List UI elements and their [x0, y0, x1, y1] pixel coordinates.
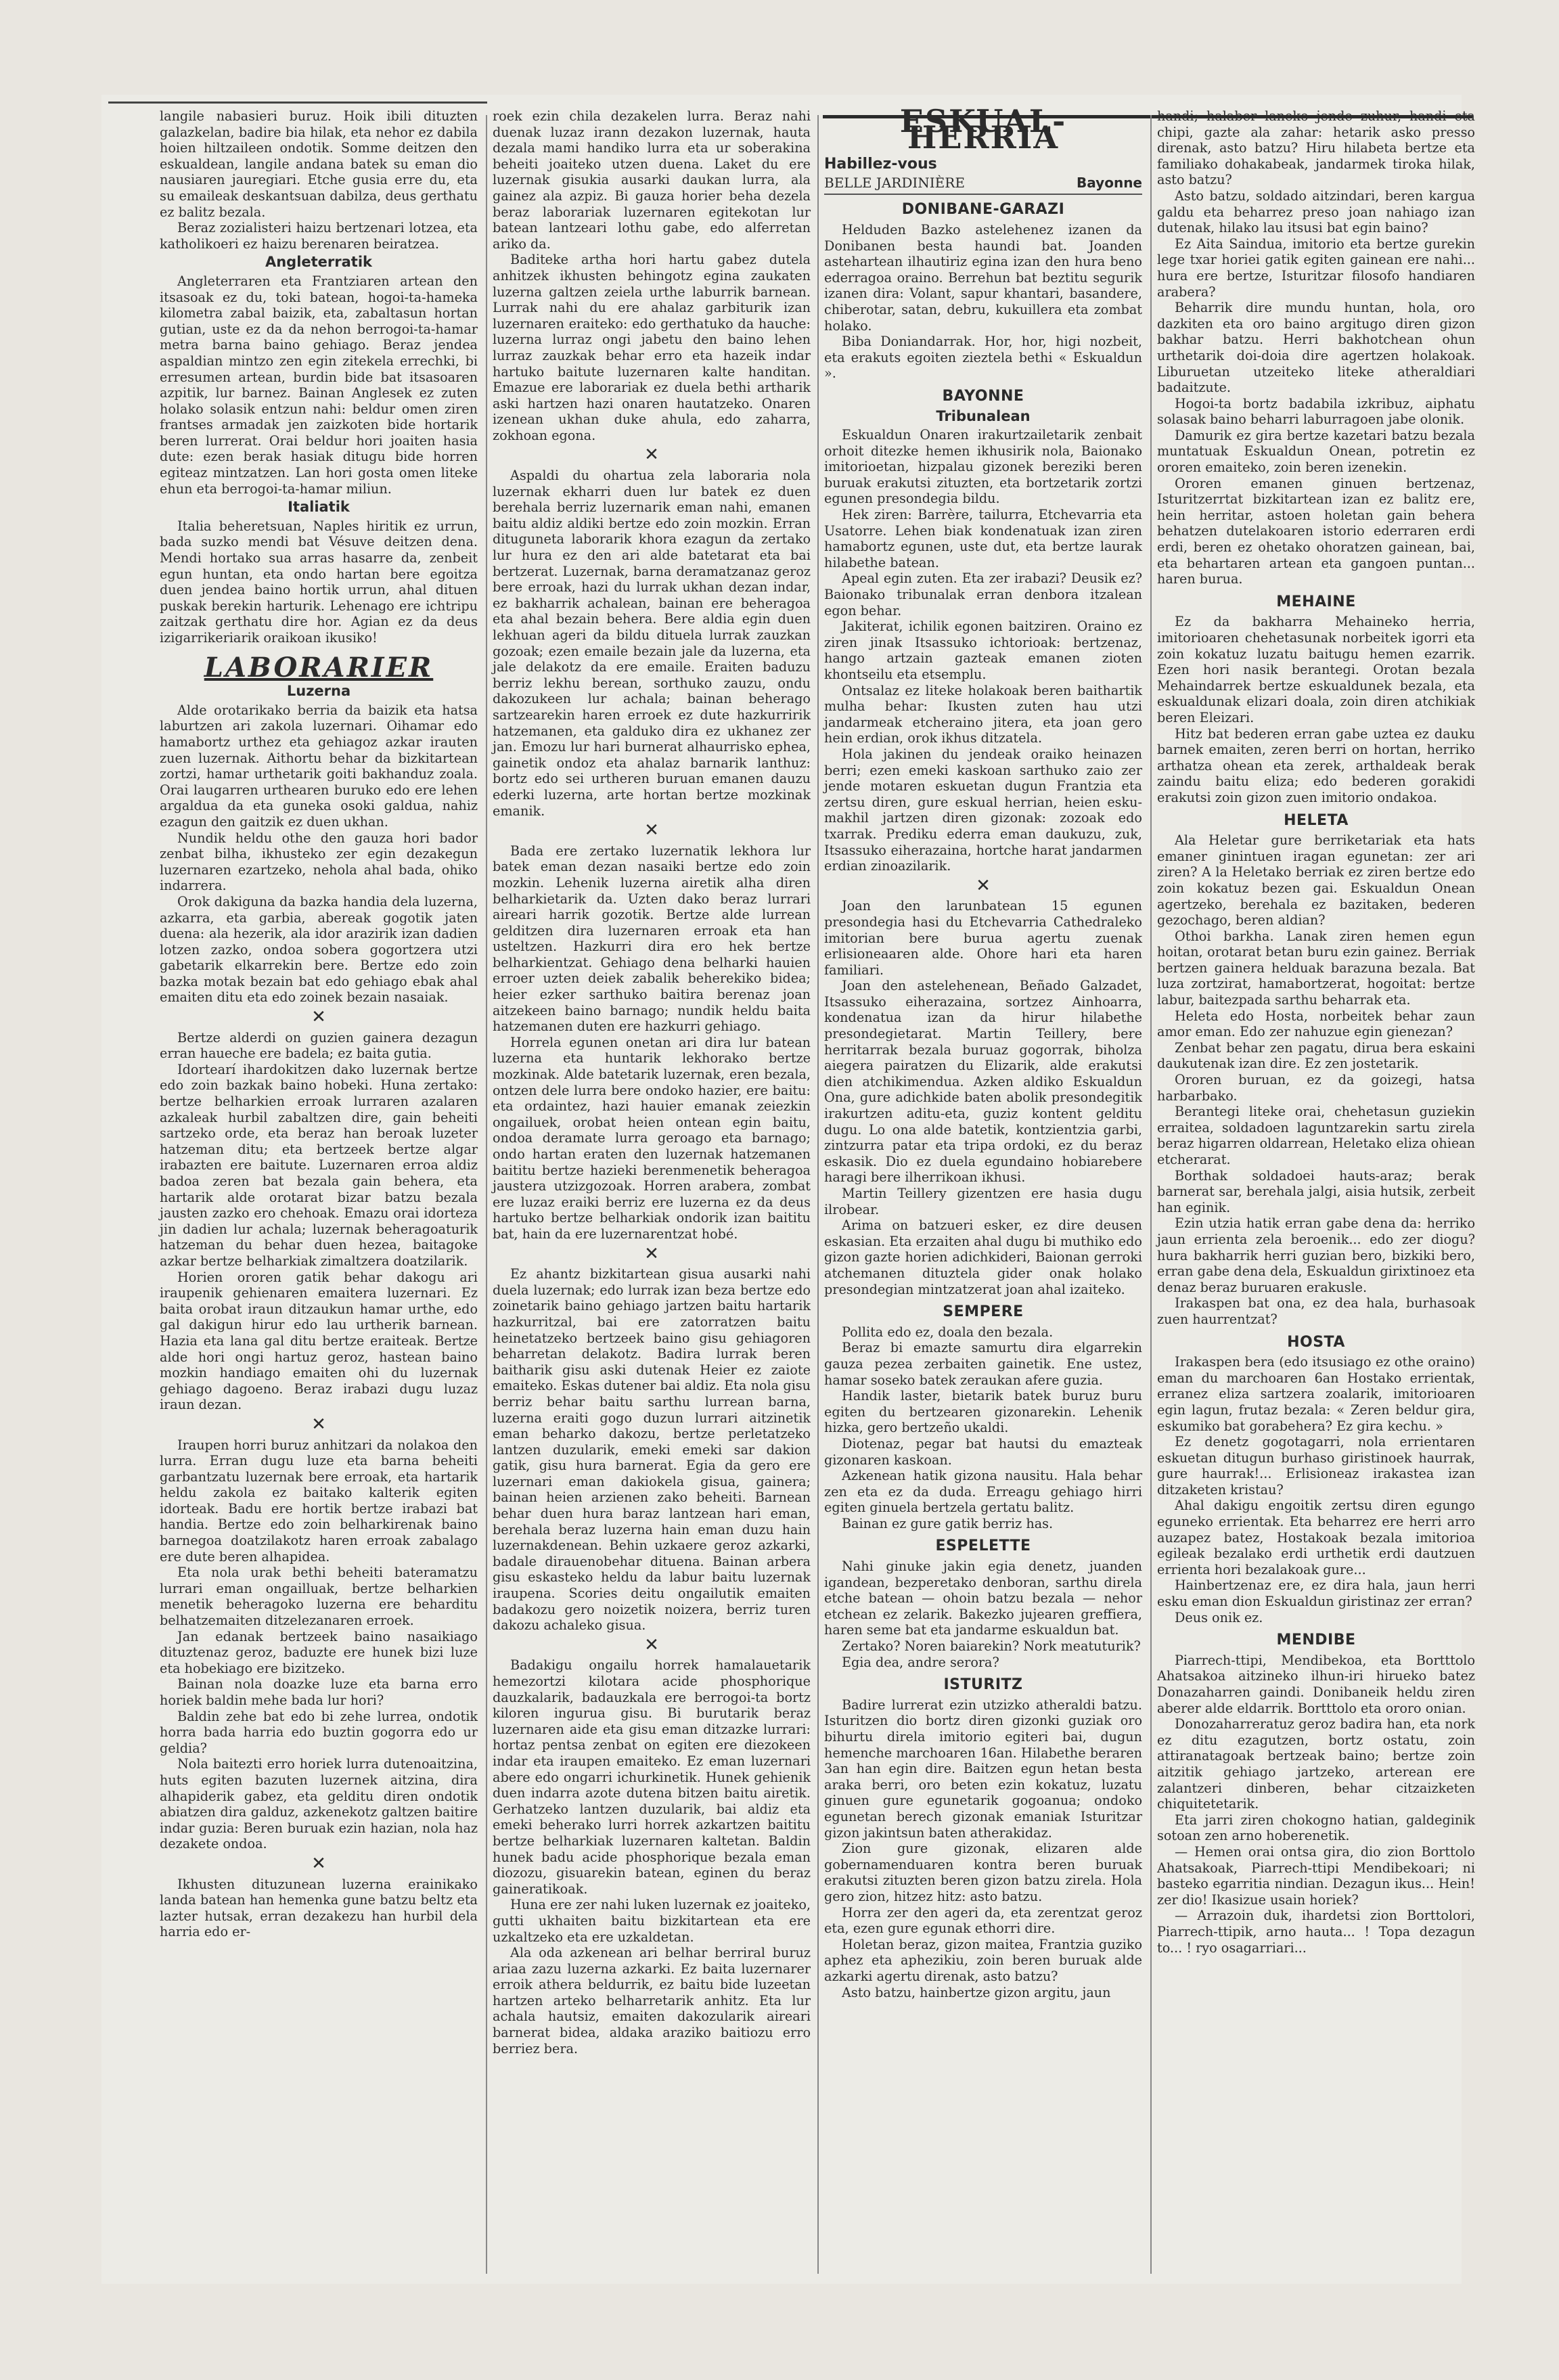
paragraph: Jakiterat, ichilik egonen baitziren. Oraino ez ziren jinak Itsassuko ichtorioak: bertzenaz, hango artzain gazteak emanen zioten khontseilu eta etsemplu. — [824, 619, 1142, 682]
paragraph: Horien ororen gatik behar dakogu ari iraupenik gehienaren emaitera luzernari. Ez baita orobat iraun ditzaukun hamar urthe, edo gal dakigun hirur edo lau urtherik barnean. Hazia eta lana gal ditu bertze eraiteak. Bertze alde hori ongi hartuz geroz, hastean baino mozkin handiago emaiten ohi du luzernak gehiago dagoeno. Beraz irabazi dugu luzaz iraun dezan. — [160, 1269, 478, 1413]
paragraph: Beraz zozialisteri haizu bertzenari lotzea, eta katholikoeri ez haizu berenaren beiratzea. — [160, 220, 478, 252]
paragraph: Joan den astelehenean, Beñado Galzadet, Itsassuko eiherazaina, sortzez Ainhoarra, kondenatua izan da hirur hilabethe presondegietarat. Martin Teillery, bere herritarrak bezala buruaz gogorrak, biholza aiegera pairatzen du Elizarik, alde erakutsi dien atchikimendua. Azken aldiko Eskualdun Ona, gure adichkide baten abolik presondegitik irakurtzen aditu-eta, guziz kontent gelditu dugu. Lo ona alde batetik, kontzientzia garbi, zintzurra patar eta tripa ordoki, ez du beraz eskasik. Dio ez duela egundaino hobiarebere haragi bere ilherrikoan ikhusi. — [824, 978, 1142, 1186]
paragraph: Zion gure gizonak, elizaren alde gobernamenduaren kontra beren buruak erakutsi zituzten beren gizon batzu zirela. Hola gero zion, hitzez hitz: asto batzu. — [824, 1841, 1142, 1904]
column-2 — [493, 108, 811, 2057]
section-heading: BAYONNE — [942, 387, 1024, 405]
paragraph: Huna ere zer nahi luken luzernak ez joaiteko, gutti ukhaiten baitu bizkitartean eta ere uzkaltzeko eta ere uzkaldetan. — [493, 1897, 811, 1945]
paragraph: Eskualdun Onaren irakurtzailetarik zenbait orhoit ditezke hemen ikhusirik nola, Baionako imitorioetan, hizpalau gizonek bereziki beren buruak erakutsi zituzten, eta bortzetarik zortzi egunen presondegia bildu. — [824, 427, 1142, 507]
separator-cross-icon: ✕ — [976, 875, 991, 896]
paragraph: Ahal dakigu engoitik zertsu diren egungo eguneko errientak. Eta beharrez ere herri arro auzapez batez, Hostakoak bezala imitorioa egileak bezalako erdi urthetik erdi dautzuen errienta hori bezalakoak gure... — [1157, 1498, 1475, 1577]
paragraph: roek ezin chila dezakelen lurra. Beraz nahi duenak luzaz irann dezakon luzernak, hauta dezala mami handiko lurra eta ur soberakina beheiti joaiteko utzen duena. Laket du ere luzernak gisukia ausarki daukan lurra, ala gainez ala azpiz. Bi gauza horier beha dezela beraz laborariak luzernaren egitekotan lur batean lantzeari lothu gabe, edo alferretan ariko da. — [493, 108, 811, 252]
paragraph: Zertako? Noren baiarekin? Nork meatuturik? — [842, 1638, 1141, 1655]
paragraph: Bada ere zertako luzernatik lekhora lur batek eman dezan nasaiki bertze edo zoin mozkin. Lehenik luzerna airetik alha diren belharkietarik da. Uzten dako beraz lurrari aireari harrik gozotik. Bertze alde lurrean gelditzen dira luzernaren erroak eta han usteltzen. Hazkurri dira ero hek bertze belharkientzat. Gehiago dena belharki hauien erroer uzten deiek zabalik beherekiko bidea; heier ezker sarthuko baitira berenaz joan aitzekeen baino barnago; nundik heldu baita hatzemanen duten ere hazkurri gehiago. — [493, 843, 811, 1035]
paragraph: Ez da bakharra Mehaineko herria, imitorioaren chehetasunak norbeitek igorri eta zoin kokatuz luzatu baitugu hemen ezarrik. Ezen hori nasik berantegi. Orotan bezala Mehaindarrek bertze eskualdunek bezala, eta eskualdunak elizari doala, zoin diren atchikiak beren Eleizari. — [1157, 614, 1475, 725]
paragraph: Arima on batzueri esker, ez dire deusen eskasian. Eta erzaiten ahal dugu bi muthiko edo gizon gazte horien adichkideri, Baionan gerroki atchemanen dituztela gider onak holako presondegian mintzatzerat joan ahal izaiteko. — [824, 1217, 1142, 1297]
paragraph: Ez denetz gogotagarri, nola errientaren eskuetan ditugun burhaso giristinoek haurrak, gure haurrak!... Erlisioneaz irakastea izan ditzaketen kristau? — [1157, 1434, 1475, 1498]
section-heading: ISTURITZ — [943, 1676, 1023, 1694]
column-divider — [486, 115, 487, 2274]
paragraph: Donozaharreratuz geroz badira han, eta nork ez ditu ezagutzen, bortz ostatu, zoin attiranatagoak bertzeak baino; bertze zoin aitzitik gehiago jartzeko, arterean ere zalantzeri dinberen, behar citzaizketen chiquitetetarik. — [1157, 1716, 1475, 1812]
section-heading: Italiatik — [288, 499, 350, 516]
paragraph: Orok dakiguna da bazka handia dela luzerna, azkarra, eta garbia, abereak gogotik jaten duena: ala hezerik, ala idor arazirik izan dadien lotzen zazko, ondoa sobera gogortzera utzi gabetarik elkarrekin bere. Bertze edo zoin bazka motak bezain bat edo gehiago ebak ahal emaiten ditu eta edo zoinek bezain nasaiak. — [160, 893, 478, 1006]
separator-cross-icon: ✕ — [644, 820, 659, 841]
separator-cross-icon: ✕ — [311, 1853, 326, 1874]
section-heading: HOSTA — [1287, 1333, 1345, 1351]
paragraph: Eta jarri ziren chokogno hatian, galdeginik sotoan zen arno hoberenetik. — [1157, 1812, 1475, 1844]
paragraph: Hek ziren: Barrère, tailurra, Etchevarria eta Usatorre. Lehen biak kondenatuak izan ziren hamabortz egunen, uste dut, eta bertze laurak hilabethe batean. — [824, 507, 1142, 570]
section-heading: Angleterratik — [265, 254, 373, 271]
paragraph: Italia beheretsuan, Naples hiritik ez urrun, bada suzko mendi bat Vésuve deitzen dena. Mendi hortako sua arras hasarre da, zenbeit egun huntan, eta ondo hartan bere egoitza duen jendea baino hortik urrun, ahal dituen puskak berekin harturik. Lehenago ere ichtripu zaitzak gerthatu dire hor. Agian ez da deus izigarrikeriarik oraikoan ikusiko! — [160, 518, 478, 646]
separator-cross-icon: ✕ — [311, 1414, 326, 1435]
paragraph: Beharrik dire mundu huntan, hola, oro dazkiten eta oro baino argitugo diren gizon bakhar batzu. Herri bakhotchean ohun urthetarik doi-doia dire agertzen holakoak. Liburuetan utzeiteko liteke atheraldiari badaitzute. — [1157, 300, 1475, 396]
paragraph: Helduden Bazko astelehenez izanen da Donibanen besta haundi bat. Joanden astehartean ilhautiriz egina izan den hura beno ederragoa oraino. Berrehun bat beztitu segurik izanen dira: Volant, sapur khantari, basandere, chiberotar, satan, debru, kukuillera eta zombat holako. — [824, 221, 1142, 334]
paragraph: Alde orotarikako berria da baizik eta hatsa laburtzen ari zakola luzernari. Oihamar edo hamabortz urthez eta gehiagoz azkar irauten zuen luzernak. Aithortu behar da bizkitartean zortzi, hamar urthetarik goiti bakhanduz zoala. Orai laugarren urthearen buruko edo ere lehen argaldua da eta guneka osoki galdua, nahiz ezagun den gaitzik ez duen ukhan. — [160, 702, 478, 830]
paragraph: Hola jakinen du jendeak oraiko heinazen berri; ezen emeki kaskoan sarthuko zaio zer jende motaren eskuetan dugun Frantzia eta zertsu diren, gure eskual herrian, heien esku-makhil jartzen diren gizonak: zozoak edo txarrak. Prediku ederra eman daukuzu, zuk, Itsassuko eiherazaina, hortche harat jandarmen erdian zinoazilarik. — [824, 746, 1142, 874]
separator-cross-icon: ✕ — [644, 445, 659, 466]
paragraph: Hogoi-ta bortz badabila izkribuz, aiphatu solasak baino beharri laburragoen jabe olonik. — [1157, 395, 1475, 428]
paragraph: Ala oda azkenean ari belhar berriral buruz ariaa zazu luzerna azkarki. Ez baita luzernarer erroik athera beldurrik, ez baitu bide luzeetan hartzen arteko belharretarik anhitz. Eta lur achala hautsiz, emaiten dakozularik aireari barnerat bidea, aldaka araziko baitiozu erro berriez bera. — [493, 1945, 811, 2057]
column-1 — [160, 108, 478, 1940]
paragraph: Hitz bat bederen erran gabe uztea ez dauku barnek emaiten, zeren berri on hortan, herriko arthatza ohean eta zerek, arthaldeak berak zaindu baitu eliza; edo bederen gorakidi erakutsi zoin gizon zuen imitorio ondakoa. — [1157, 725, 1475, 805]
section-heading: SEMPERE — [943, 1303, 1024, 1321]
column-3 — [824, 103, 1142, 2000]
paragraph: Pollita edo ez, doala den bezala. — [842, 1324, 1054, 1340]
section-heading: HELETA — [1284, 811, 1349, 829]
paragraph: Horra zer den ageri da, eta zerentzat geroz eta, ezen gure egunak ethorri dire. — [824, 1904, 1142, 1937]
section-heading: DONIBANE-GARAZI — [901, 201, 1065, 219]
paragraph: Ontsalaz ez liteke holakoak beren baithartik mulha behar: Ikusten zuten hau utzi jandarmeak etcheraino jitera, eta joan gero hein erdian, orok ikhus ditzatela. — [824, 682, 1142, 746]
paragraph: — Hemen orai ontsa gira, dio zion Borttolo Ahatsakoak, Piarrech-ttipi Mendibekoari; ni basteko egarritia nindian. Dezagun ikus... Hein! zer dio! Ikasizue usain horiek? — [1157, 1843, 1475, 1908]
paragraph: Ez ahantz bizkitartean gisua ausarki nahi duela luzernak; edo lurrak izan beza bertze edo zoinetarik baino gehiago jartzen baitu hartarik hazkurritzal, bai ere zatorratzen baitu heinetatzeko bertzeek baino gisu gehiagoren beharretan delakotz. Badira lurrak beren baitharik gisu aski dutenak Heier ez zaiote emaiteko. Eskas dutener bai aldiz. Eta nola gisu berriz behar baitu sarthu lurrean barna, luzerna eraiti gogo duzun lurrari aitzinetik eman beharko dakozu, bertze perletatzeko lantzen duzularik, emeki emeki sar dakion gatik, gisu hura barnerat. Egia da gero ere luzernari eman dakiokela gisua, gainera; bainan heien arzienen zako beheiti. Barnean behar duen hura baraz lantzean hari eman, berehala beraz luzerna hain eman duzu hain luzernakdenean. Behin uzkaere geroz azkarki, badale dirauenobehar dituena. Bainan arbera gisu eskasteko heldu da labur baitu luzernak iraupena. Scories deitu ongailutik emaiten badakozu gero noizetik noizera, berriz turen dakozu achaleko gisua. — [493, 1266, 811, 1634]
paragraph: Asto batzu, hainbertze gizon argitu, jaun — [842, 1984, 1111, 2000]
advert-city: Bayonne — [1077, 174, 1142, 191]
paragraph: Azkenean hatik gizona nausitu. Hala behar zen eta ez da duda. Erreagu gehiago hirri egiten ginuela bertzela gertatu balitz. — [824, 1468, 1142, 1516]
paragraph: Baditeke artha hori hartu gabez dutela anhitzek ikhusten behingotz egina zaukaten luzerna galtzen zeiela urthe laburrik barnean. Lurrak nahi du ere ahalaz garbiturik izan luzernaren eraiteko: edo gerthatuko da hauche: luzerna lurraz ongi jabetu den baino lehen lurraz zauzkak behar erro eta hazeik indar hartuko baitute luzernaren kalte handitan. Emazue ere laborariak ez duela bethi artharik aski hartzen hazi onaren hautatzeko. Onaren izenean ukhan duke ahula, edo zaharra, zokhoan egona. — [493, 252, 811, 443]
paragraph: Irakaspen bera (edo itsusiago ez othe oraino) eman du marchoaren 6an Hostako errientak, erranez eliza sartzera zoalarik, imitorioaren egin lagun, frutaz bezala: « Zeren beldur gira, eskumiko bat gorabehera? Ez gira kechu. » — [1157, 1354, 1475, 1434]
paragraph: Badakigu ongailu horrek hamalauetarik hemezortzi kilotara acide phosphorique dauzkalarik, badauzkala ere berrogoi-ta bortz kiloren ingurua gisu. Bi burutarik beraz luzernaren aide eta gisu eman ditzazke lurrari: hortaz pentsa zenbat on egiten ere diezokeen indar eta iraupen emaiteko. Ez eman luzernari abere edo ongarri ichurkinetik. Hunek gehienik duen indarra azote dutena bitzen baitu airetik. Gerhatzeko lantzen duzularik, bai aldiz eta emeki beherako lurri horrek azkartzen baititu bertze belharkiak luzernaren kaltetan. Baldin hunek badu acide phosphorique bezala eman diozozu, gisuarekin batean, eginen du beraz gaineratikoak. — [493, 1657, 811, 1897]
paragraph: Ororen buruan, ez da goizegi, hatsa harbarbako. — [1157, 1072, 1475, 1104]
separator-cross-icon: ✕ — [644, 1243, 659, 1264]
paragraph: Nahi ginuke jakin egia denetz, juanden igandean, bezperetako denboran, sarthu direla etche batean — ohoin batzu bezala — nehor etchean ez zelarik. Bakezko jujearen greffiera, haren seme bat eta jandarme eskualdun bat. — [824, 1558, 1142, 1638]
paragraph: — Arrazoin duk, ihardetsi zion Borttolori, Piarrech-ttipik, arno hauta... ! Topa dezagun to... ! ryo osagarriari... — [1157, 1908, 1475, 1956]
section-heading: Luzerna — [286, 683, 351, 700]
paragraph: Badire lurrerat ezin utzizko atheraldi batzu. Isturitzen dio bortz diren gizonki guziak oro bihurtu direla imitorio egiteri bai, dugun hemenche marchoaren 16an. Hilabethe beraren 3an han egin dire. Baitzen egun hetan besta araka berri, oro beten ezin kokatuz, luzatu ginuen gure egunetarik gogoanua; ondoko egunetan berech gizonak emaniak Isturitzar gizon jakintsun baten atherakidaz. — [824, 1697, 1142, 1841]
paragraph: Nundik heldu othe den gauza hori bador zenbat bilha, ikhusteko zer egin dezakegun luzernaren ezartzeko, nehola ahal bada, ohiko indarrera. — [160, 830, 478, 894]
paragraph: Eta nola urak bethi beheiti bateramatzu lurrari eman ongailluak, bertze belharkien menetik beheragoko luzerna ere beharditu belhatzemaiten ditzelezanaren erroek. — [160, 1565, 478, 1629]
paragraph: Angleterraren eta Frantziaren artean den itsasoak ez du, toki batean, hogoi-ta-hameka kilometra zabal baizik, eta, zabaltasun hortan gutian, uste ez da da nehon berrogoi-ta-hamar metra barna baino gehiago. Beraz jendea aspaldian mintzo zen egin zitekela errechki, bi erresumen artean, burdin bide bat itsasoaren azpitik, lur barnez. Bainan Anglesek ez zuten holako solasik entzun nahi: beldur omen ziren frantses armadak jen zaizkoten bide hortarik beren lurrerat. Orai beldur hori joaiten hasia dute: ezen berak hasiak ditugu bide horren egiteaz mintzatzen. Lan hori gosta omen liteke ehun eta berrogoi-ta-hamar miliun. — [160, 273, 478, 497]
paragraph: Ikhusten dituzunean luzerna erainikako landa batean han hemenka gune batzu beltz eta lazter hutsak, erran dezakezu han hurbil dela harria edo er- — [160, 1876, 478, 1940]
paragraph: Aspaldi du ohartua zela laboraria nola luzernak ekharri duen lur batek ez duen berehala berriz luzernarik eman nahi, emanen baitu aldiz aldiki bertze edo zoin mozkin. Erran dituguneta laborarik khora ezagun da zertako lur hura ez den ari alde batetarat eta bai bertzerat. Luzernak, barna deramatzanaz geroz bere erroak, hazi du lurrak ukhan dezan indar, ez bakharrik achalean, bainan ere beheragoa eta ahal bezain behera. Bere aldia egin duen lekhuan ageri da bildu dituela lurrak zauzkan gozoak; ezen emaile bezain jale da luzerna, eta jale delakotz da ere emaile. Eraiten baduzu berriz lekhu berean, sorthuko zauzu, ondu dakozukeen lur achala; bainan beherago sartzearekin haren erroek ez dute hazkurririk hatzemanen, eta galduko dira ez ukhanez zer jan. Emozu lur hari burnerat alhaurrisko ephea, gainetik ondoz eta ahalaz barnarik lanthuz: bortz edo sei urtheren buruan emanen dauzu ederki luzerna, arte hortan bertze mozkinak emanik. — [493, 468, 811, 819]
paragraph: Bertze alderdi on guzien gainera dezagun erran haueche ere badela; ez baita gutia. — [160, 1029, 478, 1062]
paragraph: Ez Aita Saindua, imitorio eta bertze gurekin lege txar horiei gatik egiten gainean ere nahi... hura ere bertze, Isturitzar filosofo handiaren arabera? — [1157, 235, 1475, 300]
paragraph: Ezin utzia hatik erran gabe dena da: herriko jaun errienta zela beroenik... edo zer diogu? hura bakharrik herri guzian bero, bizkiki bero, erran gabe dena dela, Eskualdun girixtinoez eta denaz beraz buruaren erakusle. — [1157, 1215, 1475, 1295]
paragraph: Apeal egin zuten. Eta zer irabazi? Deusik ez? Baionako tribunalak erran denbora itzalean egon behar. — [824, 570, 1142, 619]
paragraph: Holetan beraz, gizon maitea, Frantzia guziko aphez eta aphezikiu, zoin beren buruak alde azkarki agertu direnak, asto batzu? — [824, 1936, 1142, 1984]
paragraph: Beraz bi emazte samurtu dira elgarrekin gauza pezea zerbaiten gainetik. Ene ustez, hamar soseko batek zeraukan afere guzia. — [824, 1340, 1142, 1388]
paragraph: Handik laster, bietarik batek buruz buru egiten du bertzearen gizonarekin. Lehenik hizka, gero bertzeño ukaldi. — [824, 1388, 1142, 1436]
column-divider — [1150, 115, 1152, 2274]
paragraph: Damurik ez gira bertze kazetari batzu bezala muntatuak Eskualdun Onean, potretin ez ororen emaiteko, zoin beren izenekin. — [1157, 427, 1475, 476]
advert-store-name: BELLE JARDINIÈRE — [824, 174, 965, 191]
section-title-laborarier: LABORARIER — [204, 651, 434, 683]
paragraph: Idortearí ihardokitzen dako luzernak bertze edo zoin bazkak baino hobeki. Huna zertako: bertze belharkien erroak lurraren azalaren azkaleak hurbil zabaltzen dire, gain beheiti sartzeko orde, eta beraz han beroak luzeter hatzeman ditu; eta bertzeek bertze algar irabazten ere baitute. Luzernaren erroa aldiz badoa zeren bat bezala gain behera, eta hartarik alde orotarat bizar batzu bezala jausten zazko ero chehoak. Emazu orai idorteza jin dadien lur achala; luzernak beheragoaturik hatzeman du behar duen hezea, baitagoke azkar bertze belharkiak zimaltzera doatzilarik. — [160, 1061, 478, 1269]
paragraph: Heleta edo Hosta, norbeitek behar zaun amor eman. Edo zer nahuzue egin gienezan? — [1157, 1008, 1475, 1040]
section-heading: MENDIBE — [1276, 1632, 1356, 1649]
paragraph: langile nabasieri buruz. Hoik ibili dituzten galazkelan, badire bia hilak, eta nehor ez dabila hoien hiltzaileen ondotik. Somme deitzen den eskualdean, langile andana batek su eman dio nausiaren jauregiari. Etche gusia erre du, eta su emaileak deskantsuan dabilza, deus gerthatu ez balitz bezala. — [160, 108, 478, 220]
paragraph: Borthak soldadoei hauts-araz; berak barnerat sar, berehala jalgi, aisia hutsik, zerbeit han eginik. — [1157, 1167, 1475, 1215]
column-divider — [817, 115, 819, 2274]
paragraph: Biba Doniandarrak. Hor, hor, higi nozbeit, eta erakuts egoiten zieztela bethi « Eskualdun ». — [824, 334, 1142, 382]
paragraph: Asto batzu, soldado aitzindari, beren kargua galdu eta beharrez preso joan nahiago izan dutenak, hilako lau itsusi bat egin baino? — [1157, 187, 1475, 236]
separator-cross-icon: ✕ — [644, 1634, 659, 1655]
paragraph: Deus onik ez. — [1175, 1609, 1263, 1625]
masthead-title: ESKUAL-HERRIA — [899, 103, 1067, 156]
section-heading: MEHAINE — [1276, 593, 1356, 610]
section-heading: ESPELETTE — [935, 1537, 1031, 1555]
paragraph: handi; halaber laneko jende zuhur, handi eta chipi, gazte ala zahar: hetarik asko presso direnak, asto batzu? Hiru hilabeta bertze eta familiako dohakabeak, jandarmek tiroka hilak, asto batzu? — [1157, 108, 1475, 188]
paragraph: Hainbertzenaz ere, ez dira hala, jaun herri esku eman dion Eskualdun giristinaz zer erran? — [1157, 1577, 1475, 1610]
paragraph: Berantegi liteke orai, chehetasun guziekin erraitea, soldadoen laguntzarekin sartu zirela beraz higarren oldarrean, Heletako eliza ohiean etcherarat. — [1157, 1104, 1475, 1167]
paragraph: Piarrech-ttipi, Mendibekoa, eta Bortttolo Ahatsakoa aitzineko ilhun-iri hirueko batez Donazaharren gaindi. Donibaneik heldu ziren aberer alde eldarrik. Bortttolo eta ororo onian. — [1157, 1652, 1475, 1716]
paragraph: Baldin zehe bat edo bi zehe lurrea, ondotik horra bada harria edo buztin gogorra edo ur geldia? — [160, 1708, 478, 1756]
paragraph: Iraupen horri buruz anhitzari da nolakoa den lurra. Erran dugu luze eta barna beheiti garbantzatu luzernak bere erroak, eta hartarik heldu zakola ez baitako kalterik egiten idorteak. Badu ere hortik bertze irabazi bat handia. Bertze edo zoin belharkirenak baino barnegoa doatzilakotz haren erroak zabalago ere dute beren alhapidea. — [160, 1437, 478, 1565]
column-4 — [1157, 108, 1475, 1956]
paragraph: Nola baitezti erro horiek lurra dutenoaitzina, huts egiten bazuten luzernek aitzina, dira alhapiderik gabez, eta gelditu diren ondotik abiatzen dira galduz, azkenekotz galtzen baitire indar guzia: Beren buruak ezin hazian, nola haz dezakete ondoa. — [160, 1756, 478, 1852]
paragraph: Jan edanak bertzeek baino nasaikiago dituztenaz geroz, baduzte ere hunek bizi luze eta hobekiago ere bizitzeko. — [160, 1628, 478, 1676]
paragraph: Ororen emanen ginuen bertzenaz, Isturitzerrtat bizkitartean izan ez balitz ere, hein herritar, astoen holetan gain behera behatzen dutelakoaren istorio ederraren erdi erdi, beren ez ohetako ohoratzen gainean, bai, eta behartaren artean eta gangoen puntan... haren burua. — [1157, 475, 1475, 587]
paragraph: Joan den larunbatean 15 egunen presondegia hasi du Etchevarria Cathedraleko imitorian bere burua agertu zuenak erlisioneaaren alde. Ohore hari eta haren familiari. — [824, 898, 1142, 978]
paragraph: Martin Teillery gizentzen ere hasia dugu ilrobear. — [824, 1186, 1142, 1217]
advert-belle-jardiniere — [824, 175, 1142, 196]
paragraph: Ala Heletar gure berriketariak eta hats emaner ginintuen iragan egunetan: zer ari ziren? A la Heletako berriak ez ziren bertze edo zoin kokatuz bezen gai. Eskualdun Onean agertzeko, berehala ez bazitaken, bederen gezochago, beren aldian? — [1157, 832, 1475, 928]
paragraph: Irakaspen bat ona, ez dea hala, burhasoak zuen haurrentzat? — [1157, 1295, 1475, 1327]
advert-habillez: Habillez-vous — [824, 156, 937, 173]
paragraph: Egia dea, andre serora? — [842, 1654, 999, 1670]
top-rule-left — [108, 102, 487, 104]
paragraph: Bainan ez gure gatik berriz has. — [842, 1515, 1054, 1531]
separator-cross-icon: ✕ — [311, 1007, 326, 1028]
sub-heading: Tribunalean — [936, 407, 1031, 424]
paragraph: Horrela egunen onetan ari dira lur batean luzerna eta huntarik lekhorako bertze mozkinak. Alde batetarik luzernak, eren bezala, ontzen dele lurra bere ondoko hazier, ere baitu: eta ordaintez, hazi hauier emanak zeiezkin ongailuek, orobat heien ontean egin baitu, ondoa deramate lurra geroago eta barnago; ondo hartan eraten den luzernak hatzemanen baititu bertze hazieki berenmenetik beheragoa jaustera utzizgozoak. Horren arabera, zombat ere luzaz eraiki berriz ere luzerna ez da deus hartuko bertze belharkiak ondorik izan baititu bat, hain da ere luzernarentzat hobé. — [493, 1034, 811, 1242]
paragraph: Zenbat behar zen pagatu, dirua bera eskaini daukutenak izan dire. Ez zen jostetarik. — [1157, 1039, 1475, 1072]
paragraph: Bainan nola doazke luze eta barna erro horiek baldin mehe bada lur hori? — [160, 1676, 478, 1708]
paragraph: Othoi barkha. Lanak ziren hemen egun hoitan, orotarat betan buru ezin gainez. Berriak bertzen gainera helduak barazuna bezala. Bat luza zortzirat, hamabortzerat, hogoitat: bertze labur, baitezpada sarthu beharrak eta. — [1157, 928, 1475, 1008]
paragraph: Diotenaz, pegar bat hautsi du emazteak gizonaren kaskoan. — [824, 1435, 1142, 1468]
